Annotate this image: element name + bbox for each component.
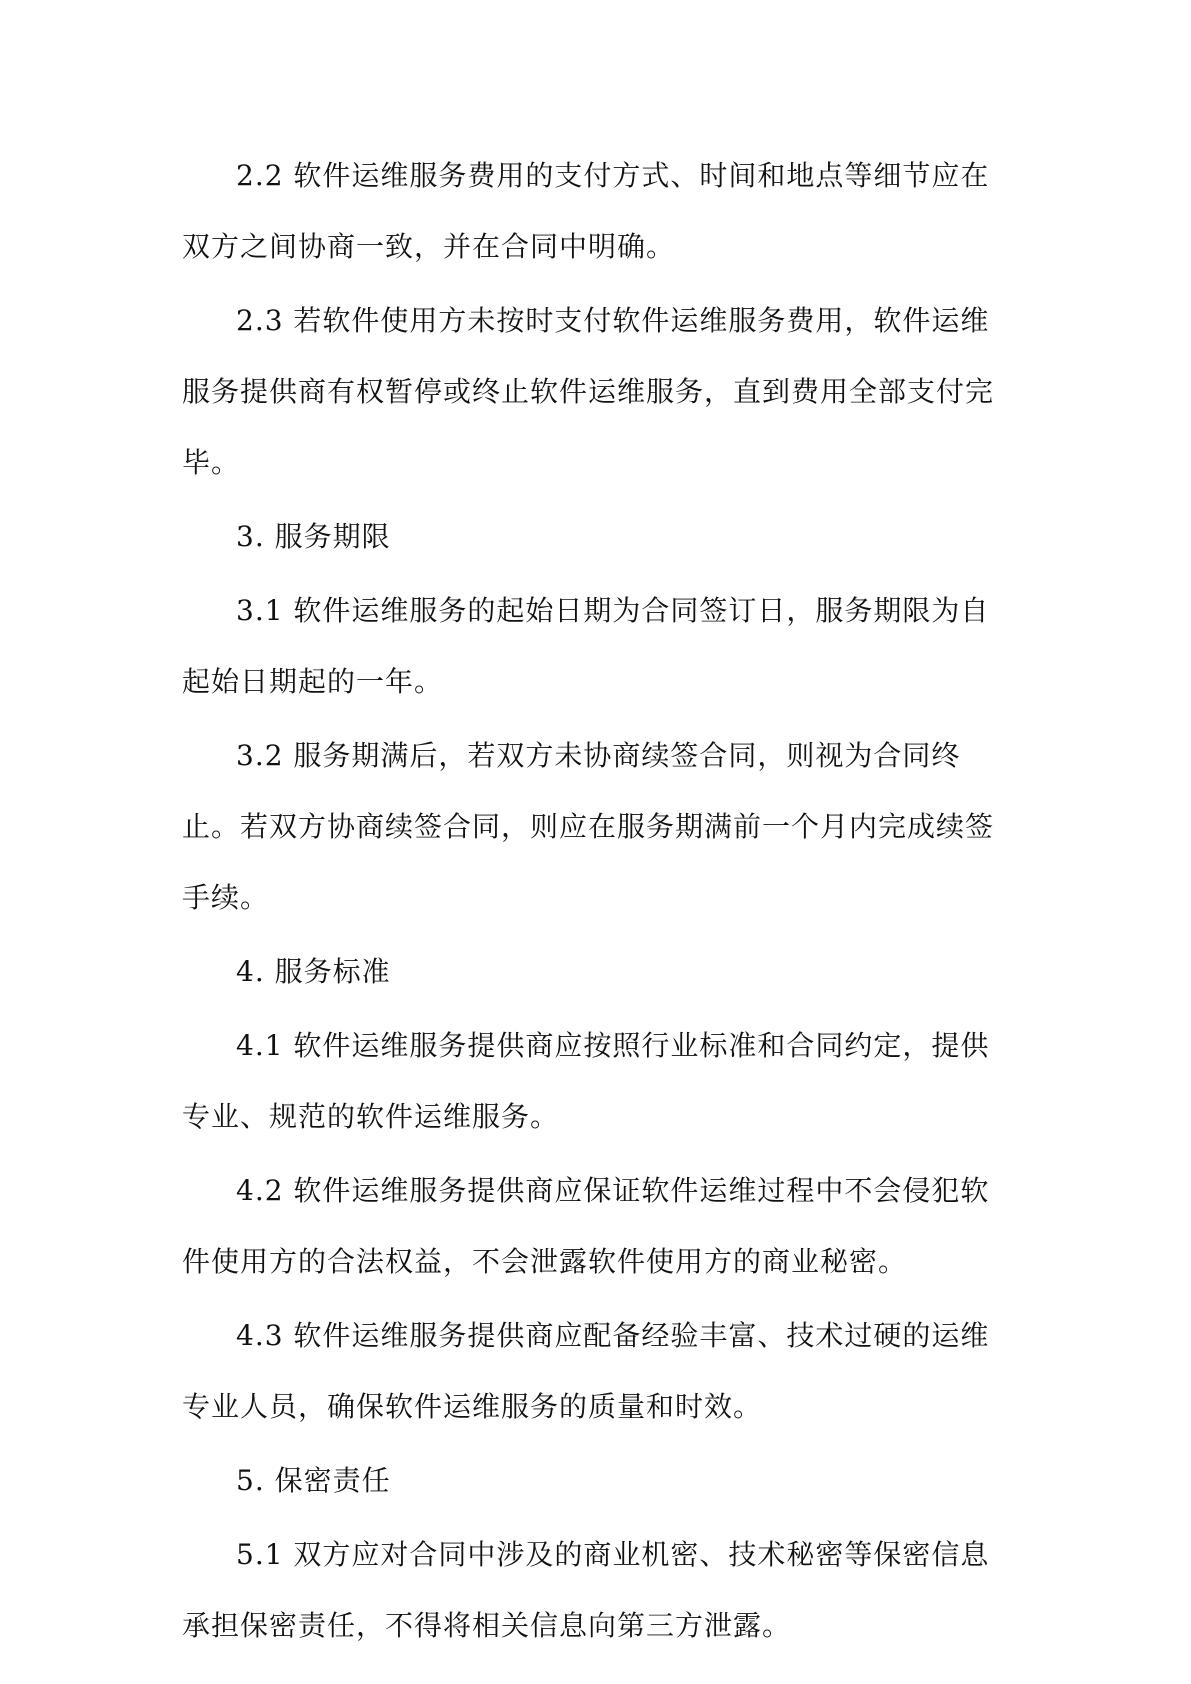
clause-3-2: 3.2 服务期满后，若双方未协商续签合同，则视为合同终止。若双方协商续签合同，则应在服务期满前一个月内完成续签手续。 [182, 739, 995, 914]
clause-2-3: 2.3 若软件使用方未按时支付软件运维服务费用，软件运维服务提供商有权暂停或终止软件运维服务，直到费用全部支付完毕。 [182, 304, 995, 479]
clause-4-3: 4.3 软件运维服务提供商应配备经验丰富、技术过硬的运维专业人员，确保软件运维服务的质量和时效。 [182, 1319, 990, 1423]
document-body [182, 140, 1012, 1661]
section-heading-5: 5. 保密责任 [236, 1464, 391, 1497]
section-heading-4: 4. 服务标准 [236, 955, 391, 988]
clause-4-1: 4.1 软件运维服务提供商应按照行业标准和合同约定，提供专业、规范的软件运维服务。 [182, 1029, 990, 1133]
section-heading-3: 3. 服务期限 [236, 520, 391, 553]
clause-2-2: 2.2 软件运维服务费用的支付方式、时间和地点等细节应在双方之间协商一致，并在合同中明确。 [182, 159, 990, 263]
clause-4-2: 4.2 软件运维服务提供商应保证软件运维过程中不会侵犯软件使用方的合法权益，不会泄露软件使用方的商业秘密。 [182, 1174, 990, 1278]
clause-3-1: 3.1 软件运维服务的起始日期为合同签订日，服务期限为自起始日期起的一年。 [182, 594, 990, 698]
clause-5-1: 5.1 双方应对合同中涉及的商业机密、技术秘密等保密信息承担保密责任，不得将相关信息向第三方泄露。 [182, 1538, 990, 1642]
